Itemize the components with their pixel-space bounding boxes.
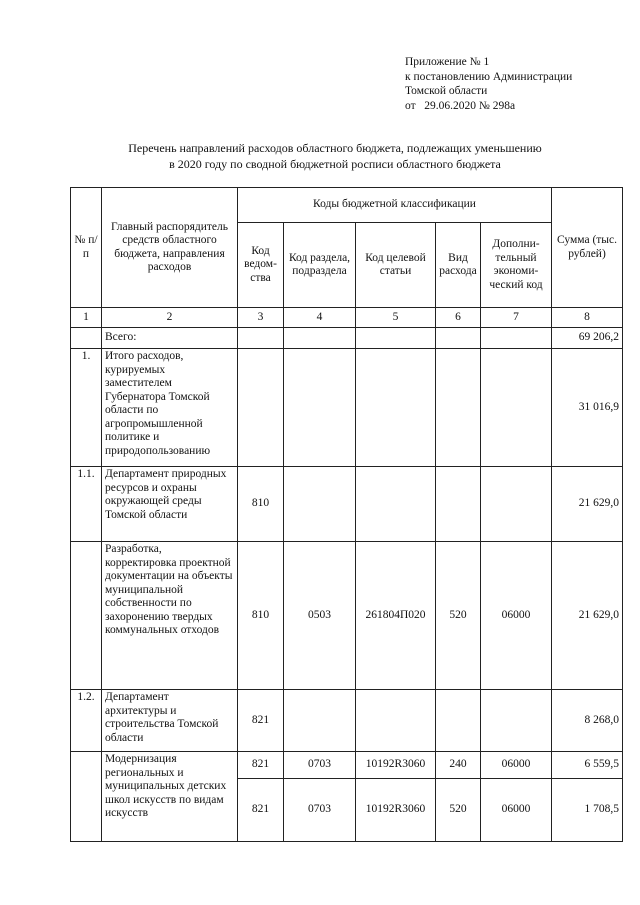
col-number: 6 [436, 308, 481, 328]
row-type: 520 [436, 542, 481, 690]
row-name: Разработка, корректировка проектной документации на объекты муниципальной собственности по захоронению твердых коммунальных отходов [102, 542, 238, 690]
header-type: Вид расхода [436, 223, 481, 308]
table-row [71, 690, 623, 752]
document-title [70, 141, 600, 172]
header-manager: Главный распорядитель средств областного бюджета, направления расходов [102, 188, 238, 308]
row-section: 0703 [284, 779, 356, 842]
row-target: 10192R3060 [356, 752, 436, 779]
row-econ: 06000 [481, 542, 552, 690]
col-number: 5 [356, 308, 436, 328]
header-econ: Дополни-тельный экономи-ческий код [481, 223, 552, 308]
row-name: Департамент природных ресурсов и охраны окружающей среды Томской области [102, 467, 238, 542]
col-number: 7 [481, 308, 552, 328]
header-row-1 [71, 188, 623, 223]
row-dept: 821 [238, 779, 284, 842]
row-num: 1. [71, 349, 102, 467]
row-dept: 821 [238, 752, 284, 779]
row-econ [481, 467, 552, 542]
row-sum: 8 268,0 [552, 690, 623, 752]
row-target [356, 690, 436, 752]
row-dept: 810 [238, 467, 284, 542]
row-type [436, 690, 481, 752]
table-row [71, 542, 623, 690]
header-codes: Коды бюджетной классификации [238, 188, 552, 223]
appendix-line-1: Приложение № 1 [405, 56, 490, 68]
row-sum: 31 016,9 [552, 349, 623, 467]
row-sum: 1 708,5 [552, 779, 623, 842]
row-target [356, 467, 436, 542]
total-label: Всего: [102, 328, 238, 349]
row-num: 1.2. [71, 690, 102, 752]
row-target [356, 349, 436, 467]
col-number: 8 [552, 308, 623, 328]
row-dept: 810 [238, 542, 284, 690]
row-section: 0703 [284, 752, 356, 779]
row-econ [481, 690, 552, 752]
row-section [284, 690, 356, 752]
row-econ: 06000 [481, 752, 552, 779]
title-line-1: Перечень направлений расходов областного бюджета, подлежащих уменьшению [128, 141, 542, 155]
header-sum: Сумма (тыс. рублей) [552, 188, 623, 308]
row-econ: 06000 [481, 779, 552, 842]
row-section [284, 467, 356, 542]
row-type: 240 [436, 752, 481, 779]
row-sum: 21 629,0 [552, 542, 623, 690]
col-number: 2 [102, 308, 238, 328]
row-num [71, 542, 102, 690]
row-sum: 6 559,5 [552, 752, 623, 779]
row-dept: 821 [238, 690, 284, 752]
appendix-line-4: от 29.06.2020 № 298а [405, 99, 516, 112]
row-section: 0503 [284, 542, 356, 690]
appendix-block [405, 55, 572, 113]
header-dept: Код ведом-ства [238, 223, 284, 308]
col-number: 3 [238, 308, 284, 328]
row-name: Департамент архитектуры и строительства Томской области [102, 690, 238, 752]
row-type [436, 349, 481, 467]
row-target: 10192R3060 [356, 779, 436, 842]
header-num: № п/п [71, 188, 102, 308]
col-number: 4 [284, 308, 356, 328]
total-row [71, 328, 623, 349]
row-name: Модернизация региональных и муниципальных детских школ искусств по видам искусств [102, 752, 238, 842]
appendix-line-2: к постановлению Администрации [405, 70, 573, 83]
row-dept [238, 349, 284, 467]
expenses-table [70, 187, 623, 842]
column-number-row [71, 308, 623, 328]
row-num: 1.1. [71, 467, 102, 542]
table-row [71, 467, 623, 542]
row-econ [481, 349, 552, 467]
row-sum: 21 629,0 [552, 467, 623, 542]
total-sum: 69 206,2 [552, 328, 623, 349]
row-type: 520 [436, 779, 481, 842]
appendix-line-3: Томской области [405, 85, 488, 97]
row-section [284, 349, 356, 467]
header-target: Код целевой статьи [356, 223, 436, 308]
table-row [71, 752, 623, 779]
col-number: 1 [71, 308, 102, 328]
table-row [71, 349, 623, 467]
title-line-2: в 2020 году по сводной бюджетной росписи областного бюджета [169, 156, 501, 171]
header-section: Код раздела, подраздела [284, 223, 356, 308]
row-name: Итого расходов, курируемых заместителем Губернатора Томской области по агропромышленной политике и природопользованию [102, 349, 238, 467]
row-num [71, 752, 102, 842]
row-target: 261804П020 [356, 542, 436, 690]
row-type [436, 467, 481, 542]
